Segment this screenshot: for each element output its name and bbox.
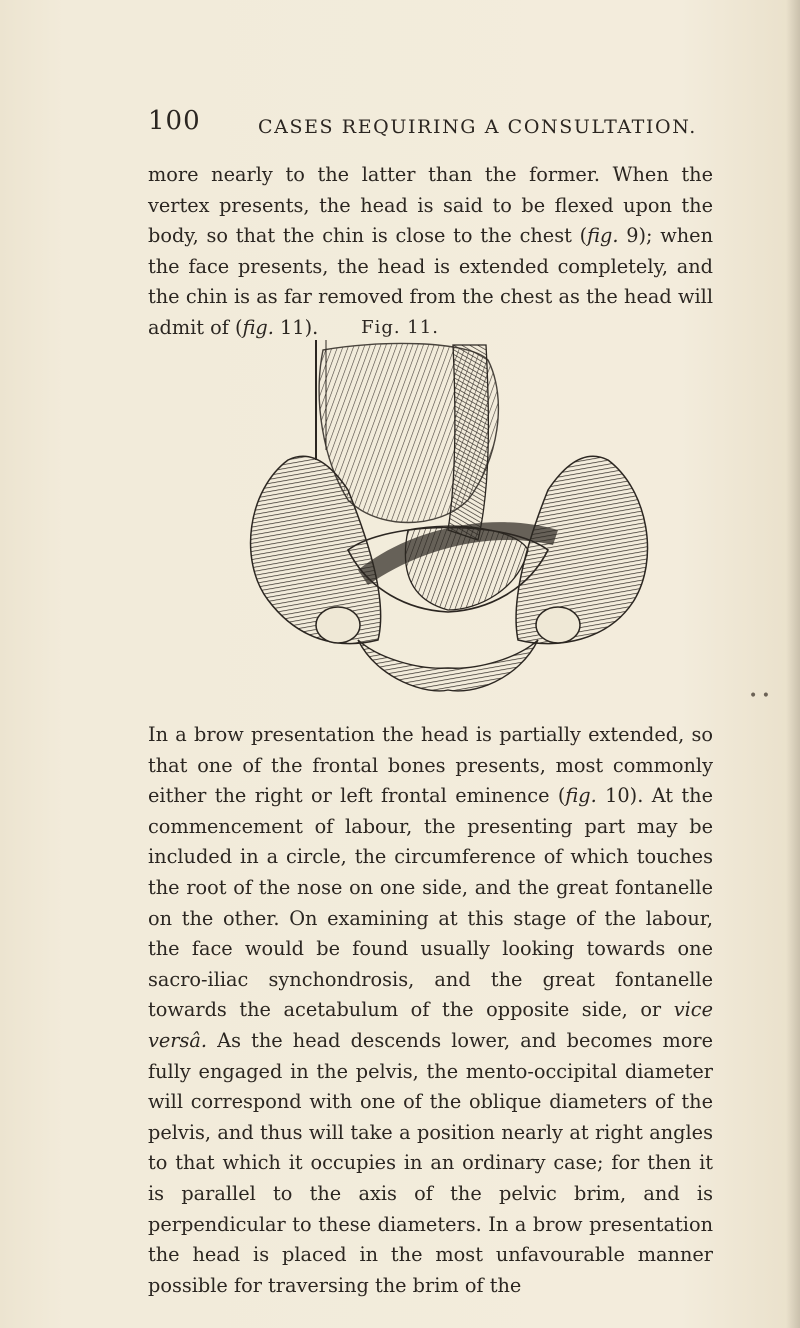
- page-header: [148, 106, 698, 146]
- paragraph-2-text-3: As the head descends lower, and becomes more fully engaged in the pelvis, the mento-occipital diameter will correspond with one of the oblique diameters of the pelvis, and thus will take a position nearly at right angles to that which it occupies in an ordinary case; for then it is parallel to the axis of the pelvic brim, and is perpendicular to these diameters. In a brow presentation the head is placed in the most unfavourable manner possible for traversing the brim of the: [148, 1028, 713, 1297]
- paragraph-1-text: more nearly to the latter than the former. When the vertex presents, the head is said to be flexed upon the body, so that the chin is close to the chest (: [148, 163, 713, 248]
- page-number: 100: [148, 106, 201, 136]
- paragraph-1-text-3: 11).: [273, 315, 319, 339]
- fig-11-reference: fig.: [242, 315, 274, 339]
- page-edge-shadow: [786, 0, 800, 1328]
- vice-versa-italic: vice versâ.: [148, 998, 713, 1052]
- pubic-arch: [358, 640, 538, 691]
- fig-10-reference: fig.: [565, 784, 597, 808]
- right-obturator-foramen: [536, 607, 580, 643]
- fetal-neck: [448, 345, 488, 540]
- right-iliac-bone: [516, 456, 647, 643]
- paragraph-1-text-2: 9); when the face presents, the head is extended completely, and the chin is as far removed from the chest as the head will admit of (: [148, 224, 713, 339]
- fetal-head-illustration: [228, 340, 668, 698]
- running-head: CASES REQUIRING A CONSULTATION.: [258, 116, 697, 138]
- paragraph-2-text: In a brow presentation the head is partially extended, so that one of the frontal bones presents, most commonly either the right or left frontal eminence (: [148, 723, 713, 808]
- paragraph-2-text-2: 10). At the commencement of labour, the presenting part may be included in a circle, the circumference of which touches the root of the nose on one side, and the great fontanelle on the other. On examining at this stage of the labour, the face would be found usually looking towards one sacro-iliac synchondrosis, and the great fontanelle towards the acetabulum of the opposite side, or: [148, 784, 713, 1022]
- paragraph-2: [148, 720, 713, 1301]
- margin-mark: • •: [749, 688, 770, 704]
- left-obturator-foramen: [316, 607, 360, 643]
- fig-9-reference: fig.: [587, 224, 619, 248]
- figure-caption: Fig. 11.: [361, 317, 439, 338]
